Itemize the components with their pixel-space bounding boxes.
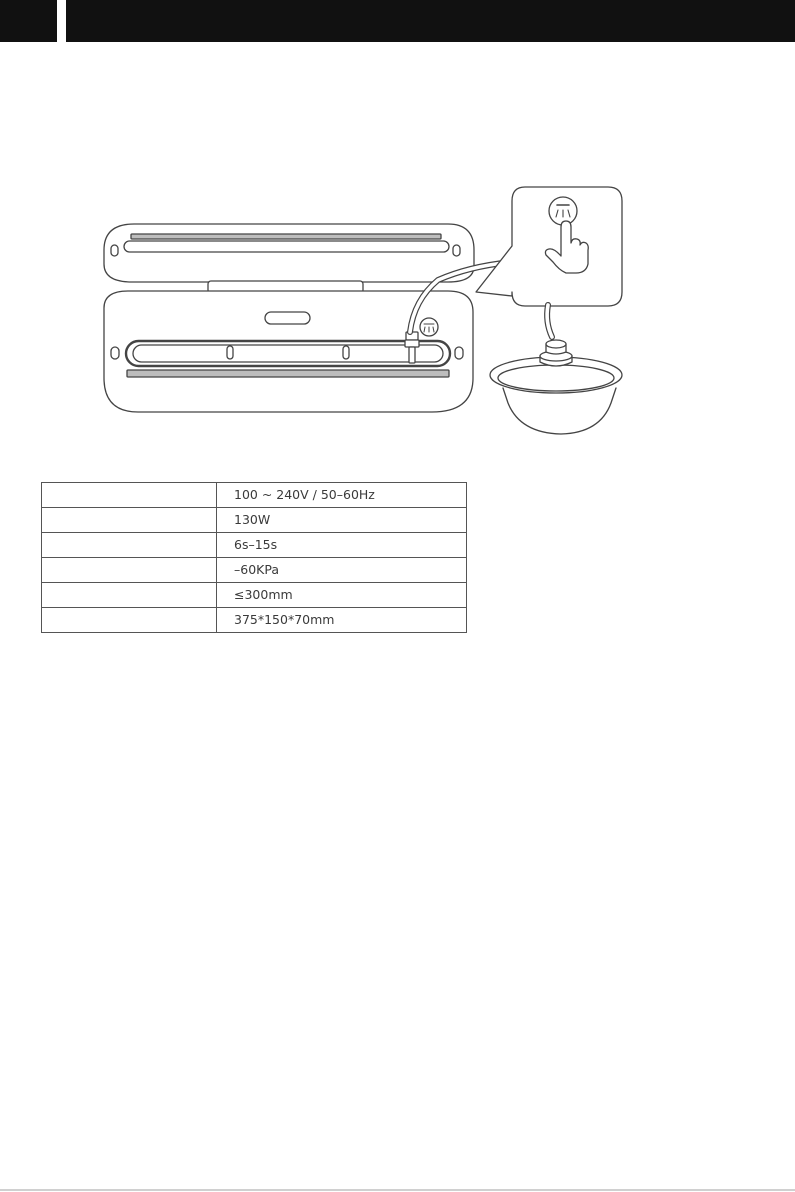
callout-bubble (476, 187, 622, 306)
table-row (42, 508, 467, 533)
spec-value-vacuum-pressure: –60KPa (217, 558, 467, 583)
table-row (42, 583, 467, 608)
spec-label (42, 558, 217, 583)
table-row (42, 533, 467, 558)
specifications-table (41, 482, 467, 633)
canister-vacuum-icon (549, 197, 577, 225)
page-bottom-edge (0, 1189, 795, 1191)
spec-label (42, 583, 217, 608)
spec-value-dimensions: 375*150*70mm (217, 608, 467, 633)
spec-value-power-supply: 100 ~ 240V / 50–60Hz (217, 483, 467, 508)
vacuum-canister (490, 340, 622, 434)
table-row (42, 558, 467, 583)
sealer-lid (104, 224, 474, 282)
table-row (42, 608, 467, 633)
spec-label (42, 483, 217, 508)
spec-value-power: 130W (217, 508, 467, 533)
table-row (42, 483, 467, 508)
spec-label (42, 533, 217, 558)
spec-value-sealing-time: 6s–15s (217, 533, 467, 558)
spec-label (42, 508, 217, 533)
spec-label (42, 608, 217, 633)
spec-value-seal-length: ≤300mm (217, 583, 467, 608)
vacuum-sealer-illustration (0, 0, 795, 470)
